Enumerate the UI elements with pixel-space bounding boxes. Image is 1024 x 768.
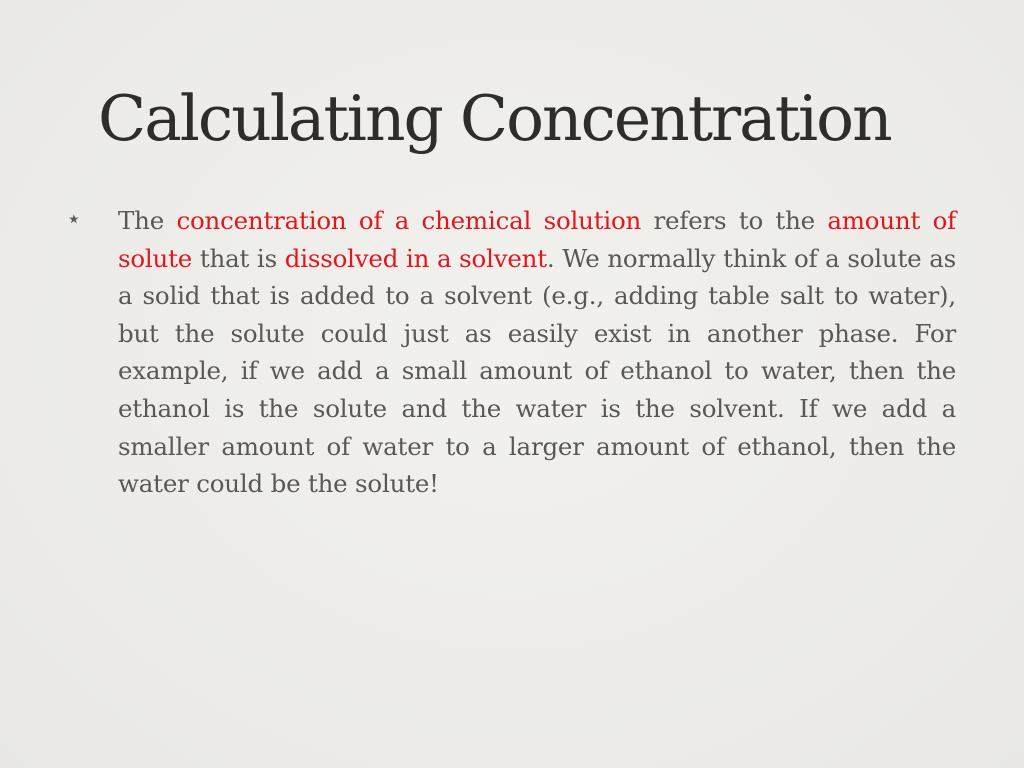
paragraph-text: that is xyxy=(192,243,285,273)
paragraph-text: The xyxy=(118,206,177,235)
slide-title: Calculating Concentration xyxy=(98,82,891,155)
paragraph-text: refers to the xyxy=(641,206,828,235)
bullet-paragraph xyxy=(118,202,956,503)
highlight-concentration: concentration of a chemical solution xyxy=(176,206,642,235)
highlight-amount-of-solute: amount of solute xyxy=(118,206,956,273)
highlight-dissolved-in-solvent: dissolved in a solvent xyxy=(284,243,547,273)
paragraph-text: . We normally think of a solute as a solid that is added to a solvent (e.g., adding table salt to water), but the solute could just as easily exist in another phase. For example, if we add a small amount of ethanol to water, then the ethanol is the solute and the water is the solvent. If we add a smaller amount of water to a larger amount of ethanol, then the water could be the solute! xyxy=(118,243,956,499)
star-bullet-icon: ⋆ xyxy=(66,204,82,233)
